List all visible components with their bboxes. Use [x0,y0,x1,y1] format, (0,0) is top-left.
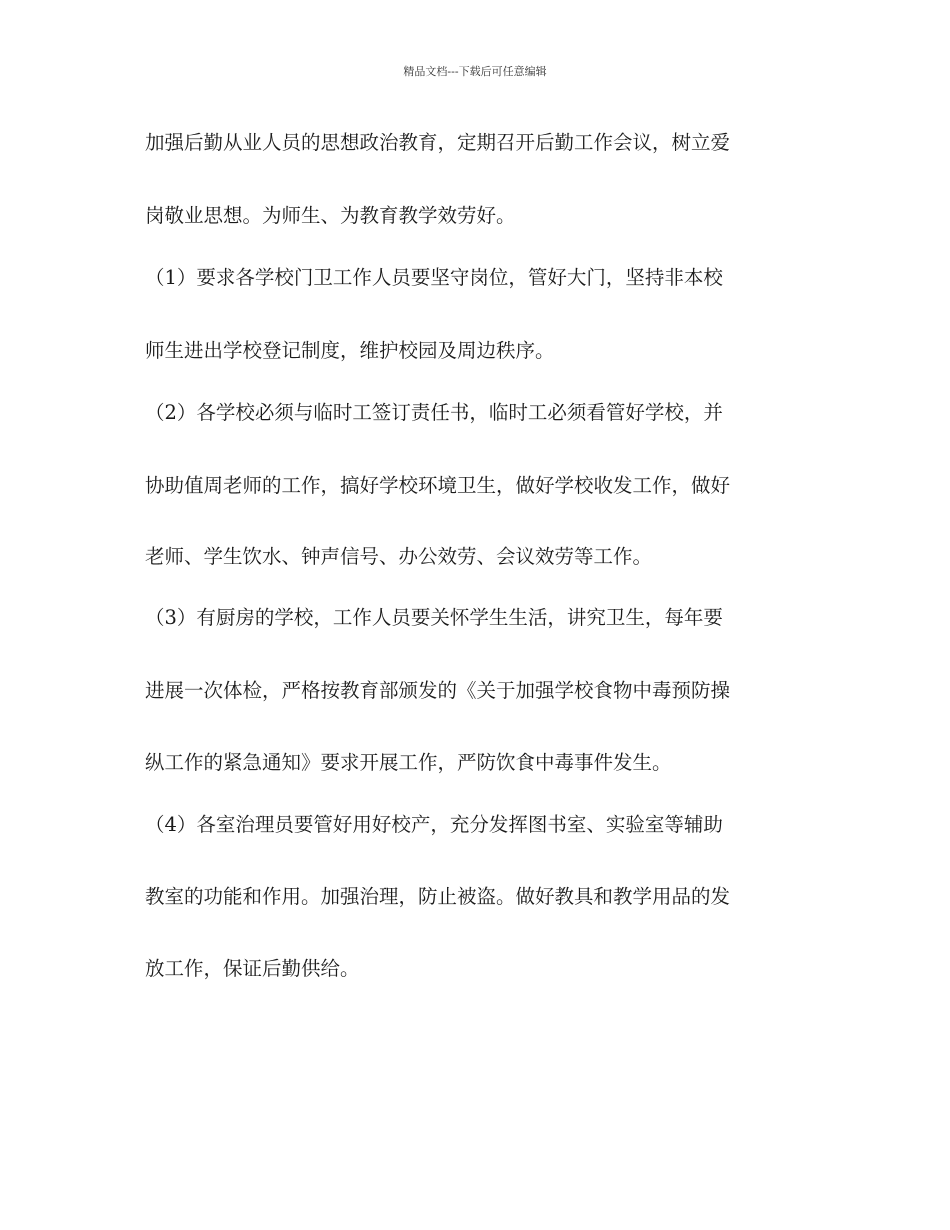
page-header: 精品文档---下载后可任意编辑 [403,65,547,78]
text-line-13: 放工作，保证后勤供给。 [145,957,360,980]
text-line-11: （4）各室治理员要管好用好校产，充分发挥图书室、实验室等辅助 [145,813,723,836]
text-line-3: （1）要求各学校门卫工作人员要坚守岗位，管好大门，坚持非本校 [145,266,723,289]
text-line-7: 老师、学生饮水、钟声信号、办公效劳、会议效劳等工作。 [145,545,653,568]
text-line-1: 加强后勤从业人员的思想政治教育，定期召开后勤工作会议，树立爱 [145,131,731,154]
text-line-2: 岗敬业思想。为师生、为教育教学效劳好。 [145,204,516,227]
text-line-8: （3）有厨房的学校，工作人员要关怀学生生活，讲究卫生，每年要 [145,606,723,629]
text-line-4: 师生进出学校登记制度，维护校园及周边秩序。 [145,339,555,362]
text-line-12: 教室的功能和作用。加强治理，防止被盗。做好教具和教学用品的发 [145,885,731,908]
text-line-10: 纵工作的紧急通知》要求开展工作，严防饮食中毒事件发生。 [145,751,672,774]
text-line-6: 协助值周老师的工作，搞好学校环境卫生，做好学校收发工作，做好 [145,474,731,497]
text-line-9: 进展一次体检，严格按教育部颁发的《关于加强学校食物中毒预防操 [145,679,731,702]
text-line-5: （2）各学校必须与临时工签订责任书，临时工必须看管好学校，并 [145,401,723,424]
